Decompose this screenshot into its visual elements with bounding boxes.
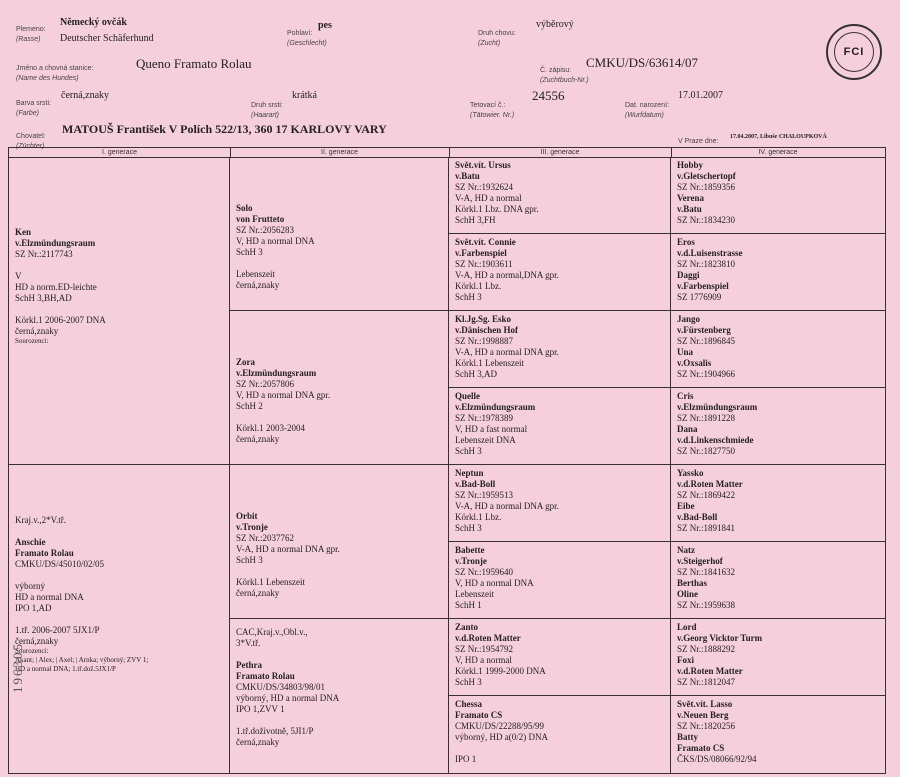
pedigree-cell-3 [449,311,671,388]
pedigree-line: HD a normal DNA; 1.tř.dož.5JX1/P [15,665,116,673]
pedigree-line: Dana [677,424,698,434]
pedigree-line: CAC,Kraj.v.,Obl.v., [236,627,308,637]
pedigree-line: SZ Nr.:2057806 [236,379,295,389]
pedigree-line: CMKU/DS/34803/98/01 [236,682,326,692]
pedigree-line: SZ Nr.:1820256 [677,721,736,731]
pedigree-line: Svět.vít. Ursus [455,160,511,170]
pedigree-line: v.Gletschertopf [677,171,736,181]
pedigree-line: v.Elzmündungsraum [677,402,758,412]
pedigree-line: HD a norm.ED-leichte [15,282,97,292]
pedigree-line: SZ Nr.:1841632 [677,567,736,577]
fci-logo [826,24,882,80]
pedigree-line: výborný [15,581,45,591]
pedigree-line: V, HD a normal DNA [236,236,315,246]
pedigree-line: SZ Nr.:1959638 [677,600,736,610]
pedigree-line: Svět.vít. Connie [455,237,516,247]
pedigree-line: SZ 1776909 [677,292,722,302]
pedigree-cell-4 [671,157,885,234]
pedigree-line: Una [677,347,694,357]
pedigree-line: v.Farbenspiel [455,248,507,258]
coat-field: Druh srsti: (Haarart) [251,102,283,119]
breed-value-german: Deutscher Schäferhund [60,33,154,44]
pedigree-line: SZ Nr.:1978389 [455,413,514,423]
pedigree-line: SchH 1 [455,600,482,610]
pedigree-cell-4 [671,465,885,542]
pedigree-cell-3 [449,696,671,773]
pedigree-line: Körkl.1 Lebenszeit [236,577,305,587]
sex-field: Pohlaví: (Geschlecht) [287,30,327,47]
pedigree-cell-3 [449,388,671,465]
pedigree-line: SZ Nr.:1896845 [677,336,736,346]
pedigree-line: SZ Nr.:1954792 [455,644,514,654]
issued-value: 17.04.2007, Libuše CHALOUPKOVÁ [730,134,827,140]
pedigree-line [15,570,223,581]
pedigree-line: Neptun [455,468,484,478]
pedigree-line: SZ Nr.:2117743 [15,249,73,259]
pedigree-line: V, HD a normal DNA [455,578,534,588]
pedigree-line: Körkl.1 Lbz. [455,512,502,522]
pedigree-line: SchH 3,FH [455,215,496,225]
pedigree-line: SZ Nr.:1827750 [677,446,736,456]
pedigree-line: Jango [677,314,701,324]
document-stamp: 196305 [10,642,25,693]
pedigree-line: Ken [15,227,32,237]
pedigree-line: SZ Nr.:1959640 [455,567,514,577]
pedigree-line [15,526,223,537]
pedigree-cell-2 [230,157,449,311]
pedigree-cell-4 [671,234,885,311]
pedigree-line: v.Tronje [455,556,487,566]
generation-header-2: II. generace [230,148,450,158]
pedigree-line: SZ Nr.:1959513 [455,490,514,500]
pedigree-line: v.d.Roten Matter [677,479,743,489]
fci-logo-text: FCI [834,32,874,72]
pedigree-line: Pethra [236,660,262,670]
pedigree-cell-1 [9,157,230,465]
pedigree-cell-3 [449,619,671,696]
breeding-type-value: výběrový [536,19,574,30]
pedigree-line: CMKU/DS/22288/95/99 [455,721,545,731]
color-field: Barva srsti: (Farbe) [16,100,52,117]
pedigree-line: Batty [677,732,698,742]
pedigree-cell-4 [671,696,885,773]
pedigree-line: Körkl.1 Lbz. DNA gpr. [455,204,539,214]
pedigree-line: Svět.vít. Lasso [677,699,733,709]
pedigree-line: SZ Nr.:1903611 [455,259,513,269]
pedigree-line: v.Dänischen Hof [455,325,519,335]
pedigree-line: SZ Nr.:1859356 [677,182,736,192]
pedigree-cell-3 [449,234,671,311]
pedigree-line: Körkl.1 2006-2007 DNA [15,315,106,325]
pedigree-line: SchH 3 [455,446,482,456]
pedigree-line: SZ Nr.:1869422 [677,490,736,500]
breeder-field: Chovatel: (Züchter) [16,133,46,150]
pedigree-cell-2 [230,311,449,465]
pedigree-line: v.d.Roten Matter [455,633,521,643]
pedigree-line: Framato CS [677,743,725,753]
pedigree-line: Babette [455,545,485,555]
pedigree-line: černá,znaky [236,588,280,598]
pedigree-line: Sourozenci: [15,647,49,655]
pedigree-cell-4 [671,388,885,465]
pedigree-line [15,260,223,271]
pedigree-line: SZ Nr.:1891228 [677,413,736,423]
pedigree-line: v.d.Luisenstrasse [677,248,743,258]
pedigree-line: Orbit [236,511,258,521]
pedigree-line: SchH 3 [455,677,482,687]
pedigree-cell-4 [671,619,885,696]
pedigree-line: v.Steigerhof [677,556,723,566]
pedigree-line: výborný, HD a normal DNA [236,693,340,703]
pedigree-line: Lebenszeit [455,589,494,599]
pedigree-line: Solo [236,203,253,213]
pedigree-line: černá,znaky [236,280,280,290]
pedigree-line: SchH 3 [455,523,482,533]
pedigree-line: v.Elzmündungsraum [15,238,96,248]
pedigree-table [8,147,886,774]
pedigree-line: SchH 2 [236,401,263,411]
breeding-type-field: Druh chovu: (Zucht) [478,30,516,47]
pedigree-line: 3*V.tř. [236,638,261,648]
registration-field: Č. zápisu: (Zuchtbuch-Nr.) [540,67,589,84]
pedigree-line: Kl.Jg.Sg. Esko [455,314,512,324]
registration-number: CMKU/DS/63614/07 [586,55,698,70]
pedigree-line: V-A, HD a normal DNA gpr. [455,501,559,511]
pedigree-line: Oline [677,589,699,599]
pedigree-line: SchH 3,AD [455,369,497,379]
pedigree-line: v.Georg Vicktor Turm [677,633,763,643]
pedigree-line: Körkl.1 Lbz. [455,281,502,291]
pedigree-line: v.Tronje [236,522,268,532]
pedigree-line: SZ Nr.:1932624 [455,182,514,192]
pedigree-line: CMKU/DS/45010/02/05 [15,559,105,569]
pedigree-line: SZ Nr.:1998887 [455,336,514,346]
pedigree-line: V, HD a normal DNA gpr. [236,390,331,400]
pedigree-line: Framato CS [455,710,503,720]
pedigree-line: Sourozenci: [15,337,49,345]
pedigree-line: SZ Nr.:2056283 [236,225,295,235]
pedigree-line: v.Batu [455,171,480,181]
pedigree-line: SchH 3,BH,AD [15,293,72,303]
pedigree-line: V-A, HD a normal DNA gpr. [455,347,559,357]
color-value: černá,znaky [61,90,110,101]
pedigree-line: V, HD a fast normal [455,424,528,434]
birth-date-field: Dat. narození: (Wurfdatum) [625,102,669,119]
breeder-value: MATOUŠ František V Polích 522/13, 360 17 KARLOVY VARY [62,122,387,136]
pedigree-line: černá,znaky [15,326,59,336]
pedigree-line [236,258,442,269]
pedigree-line: v.Elzmündungsraum [455,402,536,412]
pedigree-line: SZ Nr.:1812047 [677,677,736,687]
pedigree-line: SZ Nr.:2037762 [236,533,295,543]
pedigree-line: v.Batu [677,204,702,214]
pedigree-line: černá,znaky [236,737,280,747]
pedigree-cell-4 [671,542,885,619]
pedigree-cell-3 [449,465,671,542]
pedigree-line: Körkl.1 1999-2000 DNA [455,666,546,676]
pedigree-line: výborný, HD a(0/2) DNA [455,732,548,742]
generation-header-1: I. generace [9,148,231,158]
pedigree-line: V [15,271,22,281]
pedigree-line: Hobby [677,160,704,170]
pedigree-line: Lord [677,622,697,632]
pedigree-line: V, HD a normal [455,655,512,665]
pedigree-cell-2 [230,465,449,619]
pedigree-line [236,412,442,423]
pedigree-line: Quelle [455,391,480,401]
pedigree-line: HD a normal DNA [15,592,84,602]
name-field: Jméno a chovná stanice: (Name des Hundes) [16,65,94,82]
pedigree-line: v.d.Linkenschmiede [677,435,754,445]
birth-date-value: 17.01.2007 [678,90,723,101]
pedigree-line: SZ Nr.:1888292 [677,644,736,654]
generation-header-3: III. generace [449,148,672,158]
pedigree-line: v.Fürstenberg [677,325,731,335]
pedigree-line: v.Oxsalis [677,358,712,368]
pedigree-line: 1.tř.doživotně, 5JI1/P [236,726,314,736]
pedigree-cell-2 [230,619,449,773]
pedigree-line: černá,znaky [15,636,59,646]
pedigree-line: v.Bad-Boll [677,512,718,522]
pedigree-line: Foxi [677,655,694,665]
pedigree-line: Lebenszeit [236,269,275,279]
pedigree-cell-3 [449,542,671,619]
pedigree-line: Zora [236,357,255,367]
pedigree-line: IPO 1 [455,754,477,764]
pedigree-line: Cris [677,391,694,401]
pedigree-line: SZ Nr.:1904966 [677,369,736,379]
pedigree-line: SchH 3 [236,247,263,257]
pedigree-cell-1 [9,465,230,773]
pedigree-line: Eibe [677,501,695,511]
pedigree-line: Framato Rolau [236,671,295,681]
pedigree-cell-4 [671,311,885,388]
pedigree-line: černá,znaky [236,434,280,444]
pedigree-line: Framato Rolau [15,548,74,558]
pedigree-cell-3 [449,157,671,234]
pedigree-line: ČKS/DS/08066/92/94 [677,754,757,764]
tattoo-field: Tetovací č.: (Tätowier. Nr.) [470,102,515,119]
pedigree-line: Yassko [677,468,704,478]
pedigree-line: IPO 1,ZVV 1 [236,704,285,714]
pedigree-header [0,0,900,148]
pedigree-line: SZ Nr.:1891841 [677,523,736,533]
pedigree-line [15,304,223,315]
pedigree-line: SZ Nr.:1834230 [677,215,736,225]
pedigree-line: von Frutteto [236,214,285,224]
pedigree-line: v.Elzmündungsraum [236,368,317,378]
breed-field: Plemeno: (Rasse) [16,26,46,43]
pedigree-line: v.Farbenspiel [677,281,729,291]
pedigree-line: Zanto [455,622,479,632]
tattoo-value: 24556 [532,88,565,103]
pedigree-line: Anschie [15,537,46,547]
pedigree-line: Lebenszeit DNA [455,435,516,445]
pedigree-line: V-A, HD a normal,DNA gpr. [455,270,559,280]
pedigree-line: V-A, HD a normal [455,193,522,203]
pedigree-line: Natz [677,545,695,555]
pedigree-line: SZ Nr.:1823810 [677,259,736,269]
pedigree-line: Daggi [677,270,700,280]
pedigree-line: Körkl.1 2003-2004 [236,423,305,433]
pedigree-line: IPO 1,AD [15,603,52,613]
pedigree-line [236,649,442,660]
pedigree-line: Verena [677,193,704,203]
pedigree-line: Berthas [677,578,707,588]
pedigree-line: Akant; | Alex; | Axel; | Arnka; výborný; ZVV 1; [15,656,149,664]
pedigree-line: v.d.Roten Matter [677,666,743,676]
pedigree-line [236,566,442,577]
breed-value: Německý ovčák [60,17,127,28]
sex-value: pes [318,20,332,31]
pedigree-line [455,743,664,754]
pedigree-line: SchH 3 [455,292,482,302]
pedigree-line: Chessa [455,699,483,709]
dog-name: Queno Framato Rolau [136,56,252,71]
pedigree-line: v.Neuen Berg [677,710,729,720]
generation-header-4: IV. generace [671,148,885,158]
pedigree-line [15,614,223,625]
pedigree-line: Körkl.1 Lebenszeit [455,358,524,368]
pedigree-line: V-A, HD a normal DNA gpr. [236,544,340,554]
pedigree-line: Kraj.v.,2*V.tř. [15,515,66,525]
pedigree-line: SchH 3 [236,555,263,565]
pedigree-line [236,715,442,726]
issued-label: V Praze dne: [678,138,719,145]
pedigree-line: Eros [677,237,695,247]
pedigree-line: 1.tř. 2006-2007 5JX1/P [15,625,100,635]
coat-value: krátká [292,90,317,101]
pedigree-line: v.Bad-Boll [455,479,496,489]
